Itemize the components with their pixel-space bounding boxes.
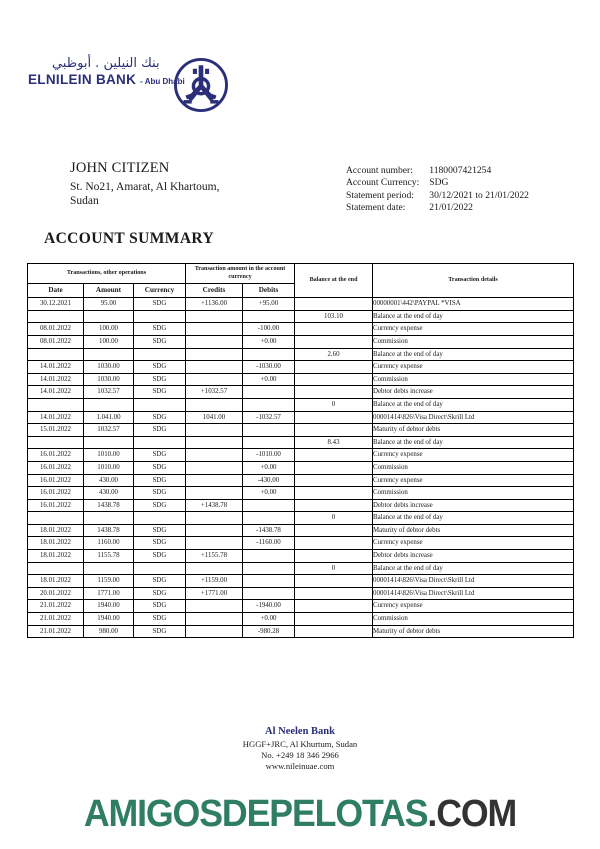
table-row [28,411,574,424]
cell-details: Balance at the end of day [373,562,574,575]
account-meta-row [346,177,529,189]
cell-date [28,512,84,525]
cell-credits [186,398,243,411]
cell-credits [186,487,243,500]
cell-details: Debtor debts increase [373,550,574,563]
cell-date: 18.01.2022 [28,524,84,537]
customer-name: JOHN CITIZEN [70,160,170,176]
table-row [28,587,574,600]
customer-address-line2: Sudan [70,195,99,207]
table-row [28,386,574,399]
cell-date [28,562,84,575]
cell-balance [295,625,373,638]
header-details: Transaction details [373,264,574,298]
cell-details: Currency expense [373,449,574,462]
cell-date: 14.01.2022 [28,411,84,424]
table-row [28,499,574,512]
cell-amount: 430.00 [84,474,134,487]
addressee-block [70,160,330,208]
cell-date: 14.01.2022 [28,373,84,386]
cell-amount: 430.00 [84,487,134,500]
cell-details: Balance at the end of day [373,512,574,525]
cell-currency [134,310,186,323]
cell-debits: +0.00 [243,335,295,348]
cell-details: 00001414\826\Visa Direct\Skrill Ltd [373,575,574,588]
account-meta-value: 1180007421254 [429,165,492,176]
header-currency: Currency [134,284,186,298]
cell-amount: 1.041.00 [84,411,134,424]
cell-amount: 1030.00 [84,373,134,386]
cell-amount: 1438.78 [84,524,134,537]
cell-credits [186,449,243,462]
bank-emblem-gear-circle-icon [172,56,230,114]
table-group-header-row [28,264,574,284]
table-row [28,335,574,348]
header-debits: Debits [243,284,295,298]
cell-date [28,398,84,411]
cell-details: Debtor debts increase [373,386,574,399]
cell-credits [186,613,243,626]
cell-balance: 8.43 [295,436,373,449]
cell-currency: SDG [134,600,186,613]
cell-debits: +0.00 [243,373,295,386]
cell-currency: SDG [134,550,186,563]
cell-details: Currency expense [373,537,574,550]
account-meta-row [346,202,529,214]
cell-date: 16.01.2022 [28,474,84,487]
footer-phone: No. +249 18 346 2966 [261,750,339,760]
table-row [28,461,574,474]
cell-details: Balance at the end of day [373,310,574,323]
cell-details: Commission [373,613,574,626]
watermark [18,793,582,836]
header-amount: Amount [84,284,134,298]
cell-balance: 0 [295,512,373,525]
account-meta-row [346,190,529,202]
cell-credits [186,335,243,348]
cell-amount [84,512,134,525]
cell-details: Currency expense [373,361,574,374]
cell-debits: +0.00 [243,613,295,626]
cell-currency [134,348,186,361]
cell-credits [186,562,243,575]
cell-amount: 95.00 [84,298,134,311]
cell-details: Debtor debts increase [373,499,574,512]
account-meta-value: 21/01/2022 [429,202,473,214]
account-meta-value: 30/12/2021 to 21/01/2022 [429,189,529,201]
cell-debits: -430.00 [243,474,295,487]
cell-balance [295,499,373,512]
cell-credits [186,625,243,638]
cell-amount: 980.00 [84,625,134,638]
cell-amount: 100.00 [84,335,134,348]
table-row [28,487,574,500]
cell-currency [134,436,186,449]
table-row [28,298,574,311]
cell-details: Maturity of debtor debts [373,524,574,537]
cell-date: 15.01.2022 [28,424,84,437]
cell-amount: 1438.78 [84,499,134,512]
cell-amount: 1771.00 [84,587,134,600]
cell-currency: SDG [134,373,186,386]
cell-amount: 1032.57 [84,424,134,437]
cell-balance [295,411,373,424]
cell-details: Currency expense [373,600,574,613]
account-meta-table [346,165,529,215]
header-transactions-group: Transactions, other operations [28,264,186,284]
cell-credits: +1159.00 [186,575,243,588]
cell-debits: -980.28 [243,625,295,638]
cell-currency: SDG [134,575,186,588]
bank-name-row [28,72,185,87]
footer-website: www.nileinuae.com [265,761,335,771]
table-row [28,550,574,563]
cell-date: 16.01.2022 [28,499,84,512]
cell-details: Balance at the end of day [373,436,574,449]
cell-balance [295,537,373,550]
cell-debits [243,575,295,588]
account-meta-label: Account Currency: [346,177,420,189]
cell-balance [295,613,373,626]
cell-debits [243,398,295,411]
table-row [28,474,574,487]
cell-balance [295,575,373,588]
cell-credits [186,436,243,449]
table-row [28,512,574,525]
cell-details: Maturity of debtor debts [373,424,574,437]
bank-name-latin: ELNILEIN BANK [28,72,137,87]
cell-details: 00000001\442\PAYPAL *VISA [373,298,574,311]
cell-debits [243,386,295,399]
cell-details: Balance at the end of day [373,398,574,411]
statement-table-head [28,264,574,298]
cell-amount: 100.00 [84,323,134,336]
cell-date: 08.01.2022 [28,323,84,336]
cell-date: 21.01.2022 [28,600,84,613]
cell-details: Currency expense [373,474,574,487]
cell-details: Currency expense [373,323,574,336]
cell-date: 14.01.2022 [28,386,84,399]
table-row [28,562,574,575]
page-title: ACCOUNT SUMMARY [44,230,215,247]
footer-bank-name: Al Neelen Bank [264,726,335,737]
account-meta-block [346,165,529,215]
cell-amount [84,348,134,361]
cell-balance: 0 [295,398,373,411]
cell-currency: SDG [134,386,186,399]
cell-debits [243,436,295,449]
cell-amount [84,310,134,323]
account-meta-label: Account number: [346,165,413,176]
cell-balance [295,461,373,474]
table-row [28,575,574,588]
cell-amount [84,562,134,575]
table-row [28,310,574,323]
cell-credits [186,310,243,323]
cell-currency: SDG [134,461,186,474]
cell-currency: SDG [134,524,186,537]
cell-credits: +1032.57 [186,386,243,399]
cell-credits [186,373,243,386]
cell-debits: -1032.57 [243,411,295,424]
cell-credits [186,348,243,361]
cell-currency: SDG [134,335,186,348]
cell-balance [295,474,373,487]
cell-amount: 1032.57 [84,386,134,399]
cell-balance: 2.60 [295,348,373,361]
statement-table-body [28,298,574,638]
table-row [28,398,574,411]
cell-balance: 0 [295,562,373,575]
cell-credits [186,600,243,613]
cell-debits: +95.00 [243,298,295,311]
cell-balance [295,323,373,336]
header-balance: Balance at the end [295,264,373,298]
cell-amount: 1160.00 [84,537,134,550]
table-row [28,613,574,626]
account-meta-label: Statement period: [346,189,414,201]
header-date: Date [28,284,84,298]
watermark-tld: .COM [427,793,517,835]
table-row [28,348,574,361]
table-row [28,537,574,550]
cell-debits: -1940.00 [243,600,295,613]
cell-currency: SDG [134,449,186,462]
cell-details: Balance at the end of day [373,348,574,361]
cell-date: 30.12.2021 [28,298,84,311]
footer-address: HGGF+JRC, Al Khurtum, Sudan [242,739,358,749]
cell-balance [295,487,373,500]
table-row [28,524,574,537]
cell-amount: 1010.00 [84,449,134,462]
cell-currency: SDG [134,625,186,638]
cell-debits: -100.00 [243,323,295,336]
table-row [28,361,574,374]
cell-amount: 1940.00 [84,600,134,613]
cell-balance [295,600,373,613]
cell-date [28,310,84,323]
cell-amount: 1155.78 [84,550,134,563]
cell-debits: -1010.00 [243,449,295,462]
cell-currency: SDG [134,587,186,600]
cell-debits: -1030.00 [243,361,295,374]
account-meta-label: Statement date: [346,202,406,214]
cell-credits [186,474,243,487]
cell-balance [295,298,373,311]
cell-date: 18.01.2022 [28,575,84,588]
cell-details: Commission [373,373,574,386]
cell-details: 00001414\826\Visa Direct\Skrill Ltd [373,587,574,600]
cell-debits [243,310,295,323]
table-row [28,600,574,613]
cell-balance [295,550,373,563]
cell-date: 20.01.2022 [28,587,84,600]
cell-currency: SDG [134,323,186,336]
bank-name-suffix: - Abu Dhabi [140,77,185,86]
cell-credits: +1136.00 [186,298,243,311]
cell-debits [243,550,295,563]
cell-date: 08.01.2022 [28,335,84,348]
cell-credits [186,512,243,525]
cell-balance: 103.10 [295,310,373,323]
watermark-main: AMIGOSDEPELOTAS [83,793,428,835]
cell-balance [295,361,373,374]
cell-date: 16.01.2022 [28,449,84,462]
cell-balance [295,424,373,437]
cell-credits [186,524,243,537]
cell-currency: SDG [134,613,186,626]
cell-date: 18.01.2022 [28,550,84,563]
cell-debits: +0.00 [243,461,295,474]
cell-debits: -1438.78 [243,524,295,537]
cell-credits [186,537,243,550]
cell-currency: SDG [134,499,186,512]
cell-balance [295,524,373,537]
cell-debits: +0.00 [243,487,295,500]
cell-amount: 1010.00 [84,461,134,474]
cell-currency [134,562,186,575]
cell-credits [186,323,243,336]
cell-currency: SDG [134,487,186,500]
cell-currency: SDG [134,474,186,487]
footer-block [0,726,600,772]
cell-currency: SDG [134,298,186,311]
table-row [28,424,574,437]
cell-balance [295,449,373,462]
cell-balance [295,373,373,386]
bank-name-arabic: بنك النيلين . أبوظبي [52,56,160,71]
cell-debits [243,424,295,437]
cell-currency: SDG [134,361,186,374]
customer-address-line1: St. No21, Amarat, Al Khartoum, [70,181,220,193]
cell-debits [243,348,295,361]
cell-currency: SDG [134,537,186,550]
cell-debits [243,562,295,575]
cell-currency: SDG [134,411,186,424]
cell-date: 14.01.2022 [28,361,84,374]
cell-debits [243,587,295,600]
table-row [28,323,574,336]
cell-amount: 1159.00 [84,575,134,588]
table-row [28,625,574,638]
cell-date: 21.01.2022 [28,613,84,626]
cell-amount: 1030.00 [84,361,134,374]
cell-date [28,348,84,361]
cell-amount [84,436,134,449]
cell-credits: +1155.78 [186,550,243,563]
cell-balance [295,335,373,348]
cell-balance [295,386,373,399]
cell-date: 16.01.2022 [28,461,84,474]
cell-date: 16.01.2022 [28,487,84,500]
cell-details: Commission [373,335,574,348]
cell-amount: 1940.00 [84,613,134,626]
cell-credits: 1041.00 [186,411,243,424]
table-row [28,449,574,462]
cell-credits [186,424,243,437]
cell-amount [84,398,134,411]
cell-currency [134,398,186,411]
cell-credits: +1438.78 [186,499,243,512]
cell-debits: -1160.00 [243,537,295,550]
cell-details: Commission [373,461,574,474]
header-credits: Credits [186,284,243,298]
cell-date [28,436,84,449]
header-amount-in-currency-group: Transaction amount in the account currency [186,264,295,284]
statement-table-wrapper [27,263,573,638]
table-row [28,436,574,449]
cell-balance [295,587,373,600]
cell-debits [243,499,295,512]
cell-credits: +1771.00 [186,587,243,600]
cell-debits [243,512,295,525]
cell-credits [186,361,243,374]
cell-currency [134,512,186,525]
cell-details: Maturity of debtor debts [373,625,574,638]
cell-credits [186,461,243,474]
cell-date: 21.01.2022 [28,625,84,638]
cell-currency: SDG [134,424,186,437]
cell-details: 00001414\826\Visa Direct\Skrill Ltd [373,411,574,424]
account-meta-value: SDG [429,177,449,189]
cell-details: Commission [373,487,574,500]
statement-table [27,263,574,638]
cell-date: 18.01.2022 [28,537,84,550]
table-row [28,373,574,386]
account-meta-row [346,165,529,177]
